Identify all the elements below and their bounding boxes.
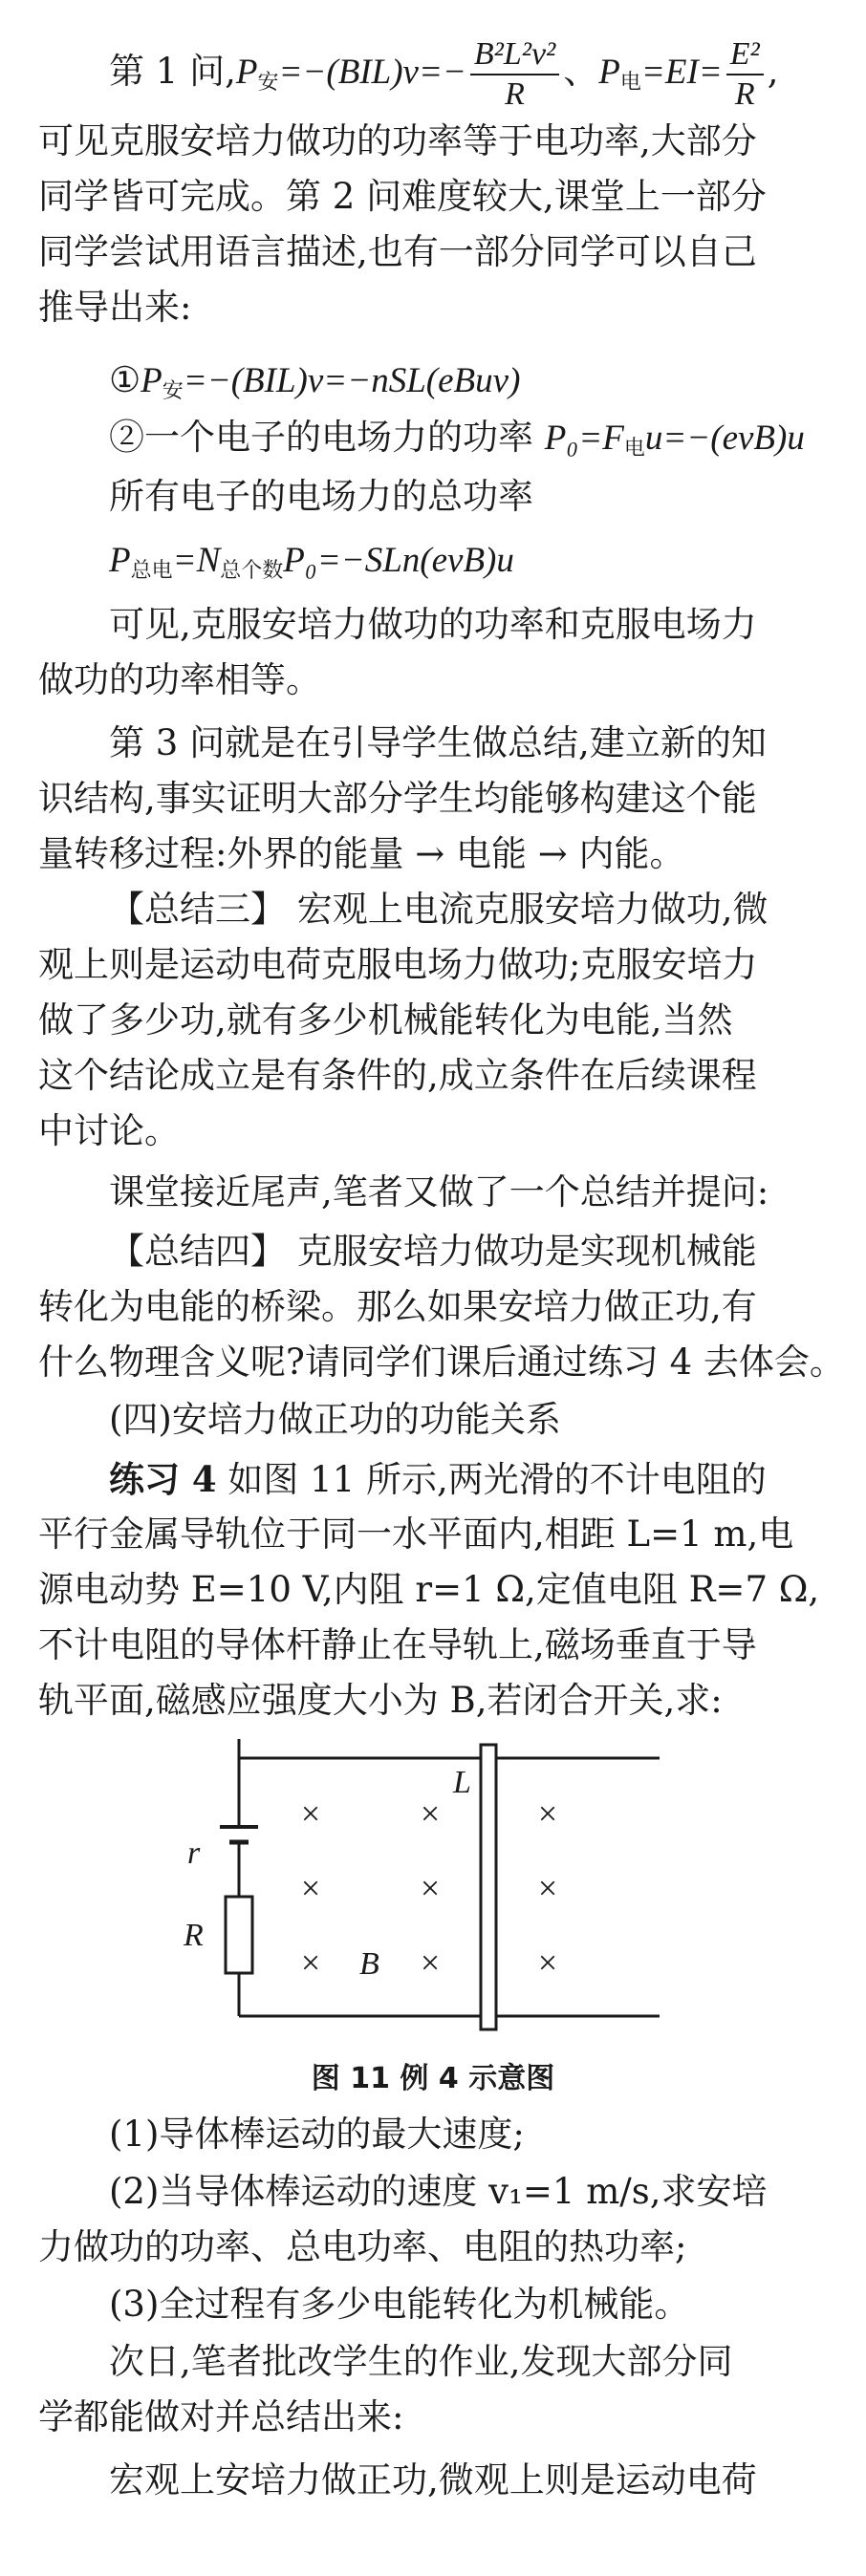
text-line-18: 这个结论成立是有条件的,成立条件在后续课程 [38, 1055, 757, 1096]
text-line-28: 不计电阻的导体杆静止在导轨上,磁场垂直于导 [38, 1624, 757, 1665]
equation-line-3: $P_{总电}=N_{总个数}P_0=-SLn(evB)u$ [109, 541, 514, 583]
conductor-rod [481, 1745, 496, 2029]
text-line-5: 推导出来: [38, 287, 192, 328]
text-line-22: 转化为电能的桥梁。那么如果安培力做正功,有 [38, 1286, 757, 1327]
field-cross: × [300, 1869, 321, 1907]
text-line-23: 什么物理含义呢?请同学们课后通过练习 4 去体会。 [38, 1342, 845, 1383]
equation-line-2: ②一个电子的电场力的功率 $P_0=F_电u=-(evB)u$ [109, 417, 805, 461]
text-line-10: 可见,克服安培力做功的功率和克服电场力 [109, 604, 757, 645]
text-line-20: 课堂接近尾声,笔者又做了一个总结并提问: [109, 1171, 769, 1213]
field-cross: × [300, 1943, 321, 1982]
field-cross: × [537, 1869, 558, 1907]
circuit-diagram [0, 1739, 866, 2045]
fraction-e2-over-r: $\frac{\text{E²}}{R}$ [726, 35, 764, 114]
question-2: (2)当导体棒运动的速度 v₁=1 m/s,求安培 [109, 2171, 768, 2212]
label-r: r [187, 1835, 201, 1871]
text-line-11: 做功的功率相等。 [38, 659, 321, 700]
equation-line-1: $①P_安=-(BIL)v=-nSL(eBuv)$ [109, 359, 521, 403]
text-line-next-3: 宏观上安培力做正功,微观上则是运动电荷 [109, 2459, 757, 2501]
text-line-21: 【总结四】 克服安培力做功是实现机械能 [109, 1231, 757, 1272]
text-line-3: 同学皆可完成。第 2 问难度较大,课堂上一部分 [38, 176, 767, 217]
text-line-17: 做了多少功,就有多少机械能转化为电能,当然 [38, 999, 733, 1041]
text-line-4: 同学尝试用语言描述,也有一部分同学可以自己 [38, 231, 757, 272]
section-heading: (四)安培力做正功的功能关系 [109, 1399, 561, 1440]
field-cross: × [420, 1943, 441, 1982]
label-B: B [359, 1946, 379, 1982]
text-line-12: 第 3 问就是在引导学生做总结,建立新的知 [109, 722, 767, 763]
figure-caption: 图 11 例 4 示意图 [311, 2062, 555, 2095]
text-line-16: 观上则是运动电荷克服电场力做功;克服安培力 [38, 944, 758, 985]
text-line-15: 【总结三】 宏观上电流克服安培力做功,微 [109, 889, 769, 930]
text-line-14: 量转移过程:外界的能量 → 电能 → 内能。 [38, 833, 685, 874]
text-line-next-2: 学都能做对并总结出来: [38, 2396, 404, 2437]
text-line-1: 第 1 问$,P_安=-(BIL)v=-$ $\frac{\text{B²L²v²}}{R}$ 、$P_电=EI=$ $\frac{\text{E²}}{R}$ , [109, 35, 779, 112]
exercise-intro: 练习 4 如图 11 所示,两光滑的不计电阻的 [109, 1458, 767, 1500]
field-cross: × [420, 1869, 441, 1907]
text-line-29: 轨平面,磁感应强度大小为 B,若闭合开关,求: [38, 1680, 723, 1721]
label-R: R [184, 1918, 204, 1953]
text-line-next-1: 次日,笔者批改学生的作业,发现大部分同 [109, 2341, 733, 2382]
fraction-b2l2v2-over-r: $\frac{\text{B²L²v²}}{R}$ [470, 35, 559, 114]
text-line-2: 可见克服安培力做功的功率等于电功率,大部分 [38, 120, 757, 161]
question-2-cont: 力做功的功率、总电功率、电阻的热功率; [38, 2226, 687, 2267]
question-1: (1)导体棒运动的最大速度; [109, 2114, 525, 2155]
text-line-27: 源电动势 E=10 V,内阻 r=1 Ω,定值电阻 R=7 Ω, [38, 1569, 820, 1610]
question-3: (3)全过程有多少电能转化为机械能。 [109, 2284, 690, 2325]
text-line-8: 所有电子的电场力的总功率 [109, 476, 533, 517]
field-cross: × [537, 1794, 558, 1833]
label-L: L [453, 1765, 471, 1800]
field-cross: × [300, 1794, 321, 1833]
resistor-box [226, 1897, 252, 1973]
text-line-13: 识结构,事实证明大部分学生均能够构建这个能 [38, 778, 757, 819]
exercise-label: 练习 4 [109, 1458, 217, 1500]
text-line-19: 中讨论。 [38, 1110, 180, 1151]
text-line-26: 平行金属导轨位于同一水平面内,相距 L=1 m,电 [38, 1513, 794, 1555]
field-cross: × [420, 1794, 441, 1833]
field-cross: × [537, 1943, 558, 1982]
